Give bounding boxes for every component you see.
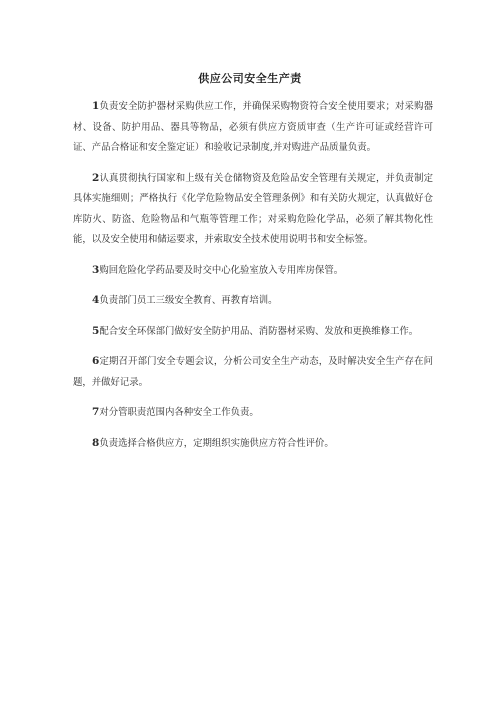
paragraph-number: 3 [92,263,100,276]
paragraph-number: 7 [92,406,100,418]
paragraph-2 [73,168,433,251]
paragraph-1 [73,96,433,159]
paragraph-4 [73,290,433,312]
paragraph-number: 5 [92,324,100,337]
paragraph-3 [73,260,433,282]
paragraph-7 [73,402,433,424]
paragraph-text: 对分管职责范围内各种安全工作负责。 [99,407,259,418]
paragraph-text: 定期召开部门安全专题会议，分析公司安全生产动态，及时解决安全生产存在问题，并做好记录。 [73,356,433,388]
paragraph-text: 负责安全防护器材采购供应工作，并确保采购物资符合安全使用要求；对采购器材、设备、防护用品、器具等物品，必须有供应方资质审查（生产许可证或经营许可证、产品合格证和安全鉴定证）和验收记录制度,并对购进产品质量负责。 [73,101,433,153]
document-body [73,96,433,463]
paragraph-8 [73,433,433,455]
paragraph-text: 负责选择合格供应方，定期组织实施供应方符合性评价。 [99,437,334,449]
paragraph-text: 认真贯彻执行国家和上级有关仓储物资及危险品安全管理有关规定，并负责制定具体实施细则；严格执行《化学危险物品安全管理条例》和有关防火规定，认真做好仓库防火、防盗、危险物品和气瓶等管理工作；对采购危险化学品，必须了解其物化性能，以及安全使用和储运要求，并索取安全技术使用说明书和安全标签。 [73,172,433,245]
paragraph-text: 负责部门员工三级安全教育、再教育培训。 [99,295,278,306]
paragraph-text: 配合安全环保部门做好安全防护用品、消防器材采购、发放和更换维修工作。 [99,325,419,337]
paragraph-number: 1 [92,100,100,112]
paragraph-5 [73,321,433,343]
paragraph-number: 8 [92,436,100,449]
paragraph-number: 2 [92,171,100,184]
paragraph-number: 6 [92,355,100,367]
document-title: 供应公司安全生产责 [198,72,302,85]
paragraph-6 [73,351,433,393]
paragraph-text: 购回危险化学药品要及时交中心化验室放入专用库房保管。 [99,264,344,276]
paragraph-number: 4 [92,294,100,306]
